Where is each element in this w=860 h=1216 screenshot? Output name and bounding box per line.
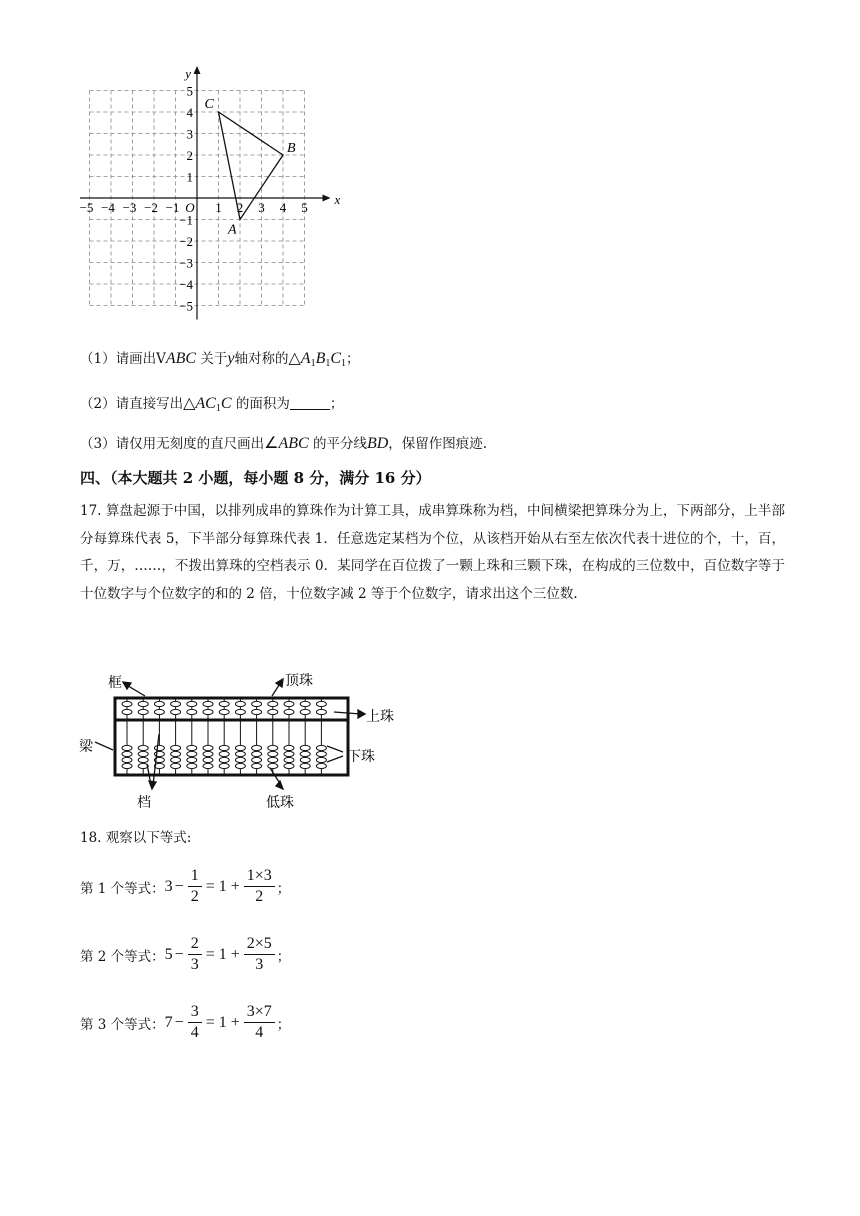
axis-label-y: y xyxy=(185,66,191,81)
y-tick-label: 4 xyxy=(186,105,193,120)
y-tick-label: 1 xyxy=(186,169,193,185)
x-tick-label: −1 xyxy=(165,200,180,215)
abacus-label-bottom: 低珠 xyxy=(266,794,294,810)
abacus-label-lower: 下珠 xyxy=(347,748,375,764)
q17-text: 17. 算盘起源于中国，以排列成串的算珠作为计算工具，成串算珠称为档，中间横梁把算珠分为上，下两部分，上半部分每算珠代表 5，下半部分每算珠代表 1．任意选定某档为个位，从该档开始从右至左依次代表十进位的个，十，百，千，万，……，不拨出算珠的空档表示 0．某同学在百位拨了一颗上珠和三颗下珠，在构成的三位数中，百位数字等于十位数字与个位数字的和的 2 倍，十位数字减 2 等于个位数字，请求出这个三位数. xyxy=(80,503,785,602)
y-tick-label: 2 xyxy=(186,148,193,163)
abacus-label-beam: 梁 xyxy=(79,738,93,754)
y-tick-label: −3 xyxy=(179,255,193,271)
q18-intro: 18. 观察以下等式: xyxy=(80,830,192,846)
y-tick-label: −1 xyxy=(179,212,193,228)
vertex-label: A xyxy=(228,222,237,238)
x-tick-label: 4 xyxy=(279,200,287,215)
x-tick-label: −5 xyxy=(79,200,94,215)
abacus-label-upper: 上珠 xyxy=(366,708,394,724)
vertex-label: C xyxy=(204,97,214,112)
equation-2: 第 2 个等式： 5 − $\frac{2}{3}$ = 1 + $\frac{2\times 5}{3}$ ； xyxy=(80,935,291,973)
abacus-body xyxy=(115,698,348,775)
coordinate-grid xyxy=(75,60,350,335)
axis-label-x: x xyxy=(334,192,341,207)
equation-1: 第 1 个等式： 3 − $\frac{1}{2}$ = 1 + $\frac{1\times 3}{2}$ ； xyxy=(80,867,291,905)
section-heading: 四、（本大题共 2 小题，每小题 8 分，满分 16 分） xyxy=(80,469,431,487)
equation-3: 第 3 个等式： 7 − $\frac{3}{4}$ = 1 + $\frac{3\times 7}{4}$ ； xyxy=(80,1003,291,1041)
y-tick-label: −4 xyxy=(179,277,193,292)
x-tick-label: −4 xyxy=(101,200,115,215)
q16-part3: （3）请仅用无刻度的直尺画出∠ABC 的平分线BD，保留作图痕迹. xyxy=(80,435,488,452)
y-tick-label: −2 xyxy=(179,234,193,249)
x-tick-label: 2 xyxy=(236,200,244,215)
y-tick-label: 3 xyxy=(186,126,193,142)
triangle-abc xyxy=(205,97,297,238)
abacus-label-rod: 档 xyxy=(137,794,151,810)
answer-blank xyxy=(290,395,330,410)
abacus-label-top: 顶珠 xyxy=(285,672,313,688)
x-tick-label: 1 xyxy=(215,200,222,215)
x-tick-label: 3 xyxy=(258,200,265,215)
y-tick-label: 5 xyxy=(186,83,193,99)
abacus-diagram xyxy=(75,668,415,816)
x-tick-label: −2 xyxy=(144,200,158,215)
q16-part2: （2）请直接写出$\triangle AC_1C$ 的面积为 ； xyxy=(80,395,344,414)
origin-label: O xyxy=(185,200,195,215)
x-tick-label: 5 xyxy=(301,200,308,215)
x-tick-label: −3 xyxy=(122,200,137,215)
q16-part1: （1）请画出VABC 关于y轴对称的$\triangle A_1B_1C_1$； xyxy=(80,350,360,369)
abacus-label-frame: 框 xyxy=(108,674,122,690)
triangle-outline xyxy=(219,112,284,220)
y-tick-label: −5 xyxy=(179,298,193,314)
vertex-label: B xyxy=(287,141,296,156)
abacus-arrows xyxy=(95,679,365,789)
